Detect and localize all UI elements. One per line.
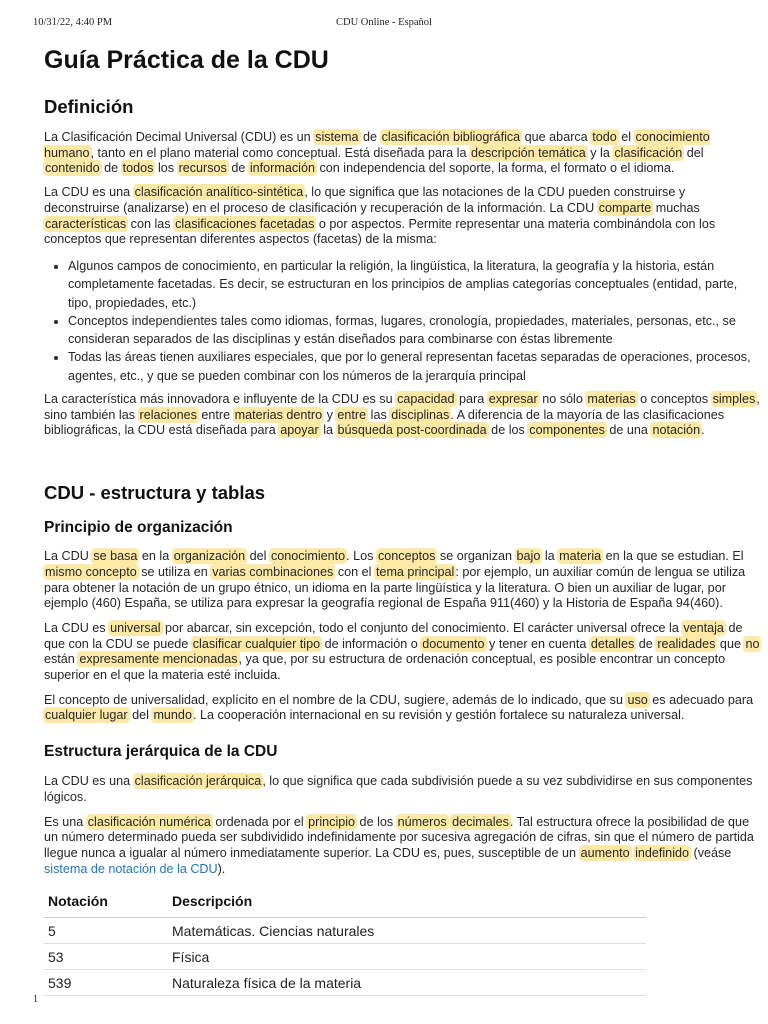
highlighted-term: conocimiento humano [44, 130, 710, 160]
highlighted-term: clasificaciones facetadas [175, 216, 315, 231]
paragraph-definicion-2: La CDU es una clasificación analítico-sintética, lo que significa que las notaciones de la CDU pueden construirse y deconstruirse (analizarse) en el proceso de clasificación y recuperación de la información. La CDU comparte muchas características con las clasificaciones facetadas o por aspectos. Permite representar una materia combinándola con los conceptos que representan diferentes aspectos (facetas) de la misma: [44, 185, 716, 247]
highlighted-term: bajo [516, 549, 541, 564]
highlighted-term: realidades [657, 636, 716, 651]
highlighted-term: información [249, 161, 315, 176]
highlighted-term: apoyar [280, 423, 319, 438]
paragraph-jerarquica-1: La CDU es una clasificación jerárquica, lo que significa que cada subdivisión puede a su vez subdividirse en sus componentes lógicos. [44, 774, 753, 804]
paragraph-organizacion-2: La CDU es universal por abarcar, sin excepción, todo el conjunto del conocimiento. El carácter universal ofrece la ventaja de que con la CDU se puede clasificar cualquier tipo de información o documento y tener en cuenta detalles de realidades que no están expresamente mencionadas, ya que, por su estructura de ordenación conceptual, es posible encontrar un concepto superior en el que la materia esté incluida. [44, 620, 760, 683]
highlighted-term: expresar [488, 392, 538, 406]
highlighted-term: características [45, 216, 127, 231]
highlighted-term: entre [337, 407, 367, 422]
subsection-heading-organizacion: Principio de organización [44, 519, 233, 537]
list-item: • Algunos campos de conocimiento, en particular la religión, la lingüística, la literatura, la geografía y la historia, están completamente facetadas. Es decir, se estructuran en los principios de amplias categorías conceptuales (entidad, parte, tipo, propiedades, etc.) [68, 257, 762, 312]
highlighted-term: componentes [529, 423, 605, 438]
highlighted-term: capacidad [397, 392, 455, 406]
highlighted-term: clasificación bibliográfica [381, 130, 521, 144]
table-row [44, 918, 646, 944]
section-heading-definicion: Definición [44, 96, 134, 117]
highlighted-term: conocimiento [270, 549, 346, 564]
highlighted-term: se basa [93, 549, 138, 564]
highlighted-term: expresamente mencionadas [79, 652, 238, 667]
highlighted-term: principio [308, 814, 356, 829]
subsection-heading-jerarquica: Estructura jerárquica de la CDU [44, 743, 278, 761]
highlighted-term: organización [173, 549, 246, 564]
highlighted-term: tema principal [375, 564, 455, 579]
cell-descripcion: Naturaleza física de la materia [168, 970, 646, 996]
highlighted-term: sistema [315, 130, 359, 144]
highlighted-term: universal [110, 620, 161, 635]
paragraph-body: Es una clasificación numérica ordenada por el principio de los números decimales. Tal estructura ofrece la posibilidad de que un número determinado pueda ser subdividido indefinidamente por sucesiva agregación de cifras, sin que el número de partida llegue nunca a igualar al número inmediatamente superior. La CDU es, pues, susceptible de un aumento indefinido (veáse [44, 814, 754, 860]
cell-descripcion: Física [168, 944, 646, 970]
highlighted-term: aumento [580, 845, 630, 860]
highlighted-term: disciplinas [391, 407, 450, 422]
highlighted-term: conceptos [377, 549, 436, 564]
list-item: • Conceptos independientes tales como idiomas, formas, lugares, cronología, propiedades, materiales, personas, etc., se consideran separados de las disciplinas y están diseñados para combinarse con éstas libremente [68, 312, 762, 349]
table-header-row [44, 885, 646, 918]
highlighted-term: cualquier lugar [45, 708, 128, 723]
highlighted-term: números [397, 814, 447, 829]
page-title: Guía Práctica de la CDU [44, 46, 329, 74]
facet-list [44, 257, 762, 385]
document-page [44, 38, 762, 996]
paragraph-definicion-3: La característica más innovadora e influyente de la CDU es su capacidad para expresar no sólo materias o conceptos simples, sino también las relaciones entre materias dentro y entre las disciplinas. A diferencia de la mayoría de las clasificaciones bibliográficas, la CDU está diseñada para apoyar la búsqueda post-coordinada de los componentes de una notación. [44, 392, 760, 438]
highlighted-term: comparte [598, 200, 652, 215]
section-heading-estructura: CDU - estructura y tablas [44, 482, 266, 504]
highlighted-term: todo [592, 130, 617, 144]
cell-notacion: 53 [44, 944, 168, 970]
highlighted-term: recursos [178, 161, 227, 176]
highlighted-term: uso [627, 692, 648, 707]
highlighted-term: mismo concepto [45, 564, 137, 579]
highlighted-term: clasificación analítico-sintética [134, 185, 304, 200]
paragraph-definicion-1: La Clasificación Decimal Universal (CDU) es un sistema de clasificación bibliográfica que abarca todo el conocimiento humano, tanto en el plano material como conceptual. Está diseñada para la descripción temática y la clasificación del contenido de todos los recursos de información con independencia del soporte, la forma, el formato o el idioma. [44, 130, 710, 176]
highlighted-term: materia [559, 549, 602, 564]
highlighted-term: clasificar cualquier tipo [192, 636, 321, 651]
print-page-title: CDU Online - Español [336, 17, 432, 28]
highlighted-term: búsqueda post-coordinada [337, 423, 487, 438]
paragraph-organizacion-1: La CDU se basa en la organización del conocimiento. Los conceptos se organizan bajo la materia en la que se estudian. El mismo concepto se utiliza en varias combinaciones con el tema principal: por ejemplo, un auxiliar común de lengua se utiliza para obtener la notación de un grupo étnico, un idioma en la parte lingüística y la literatura. O bien un auxiliar de lugar, por ejemplo (460) España, se utiliza para expresar la geografía regional de España 911(460) y la Historia de España 94(460). [44, 549, 746, 611]
cell-notacion: 5 [44, 918, 168, 944]
highlighted-term: documento [422, 636, 485, 651]
table-row [44, 970, 646, 996]
highlighted-term: notación [652, 423, 701, 438]
highlighted-term: relaciones [139, 407, 197, 422]
column-header-notacion: Notación [44, 885, 168, 918]
paragraph-jerarquica-2 [44, 815, 762, 878]
highlighted-term: clasificación [614, 145, 683, 160]
paragraph-organizacion-3: El concepto de universalidad, explícito en el nombre de la CDU, sugiere, además de lo indicado, que su uso es adecuado para cualquier lugar del mundo. La cooperación internacional en su revisión y gestión fortalece su naturaleza universal. [44, 692, 754, 723]
highlighted-term: indefinido [635, 845, 689, 860]
list-item: • Todas las áreas tienen auxiliares especiales, que por lo general representan facetas separadas de operaciones, procesos, agentes, etc., y que se pueden combinar con los números de la jerarquía principal [68, 348, 762, 385]
highlighted-term: detalles [590, 636, 635, 651]
notation-system-link[interactable]: sistema de notación de la CDU [44, 861, 218, 876]
column-header-descripcion: Descripción [168, 885, 646, 918]
highlighted-term: materias [587, 392, 636, 406]
notation-table [44, 885, 646, 996]
highlighted-term: no [745, 636, 760, 651]
paragraph-end: ). [217, 861, 226, 876]
highlighted-term: decimales [452, 814, 509, 829]
highlighted-term: descripción temática [470, 145, 586, 160]
highlighted-term: clasificación numérica [87, 814, 211, 829]
highlighted-term: mundo [153, 708, 192, 723]
highlighted-term: todos [122, 161, 154, 176]
cell-descripcion: Matemáticas. Ciencias naturales [168, 918, 646, 944]
highlighted-term: clasificación jerárquica [134, 774, 262, 789]
highlighted-term: varias combinaciones [212, 564, 334, 579]
cell-notacion: 539 [44, 970, 168, 996]
print-datetime: 10/31/22, 4:40 PM [33, 17, 113, 28]
highlighted-term: materias dentro [234, 407, 323, 422]
highlighted-term: simples [712, 392, 756, 406]
table-row [44, 944, 646, 970]
page-number: 1 [33, 994, 38, 1005]
highlighted-term: contenido [45, 161, 100, 176]
highlighted-term: ventaja [683, 620, 724, 635]
